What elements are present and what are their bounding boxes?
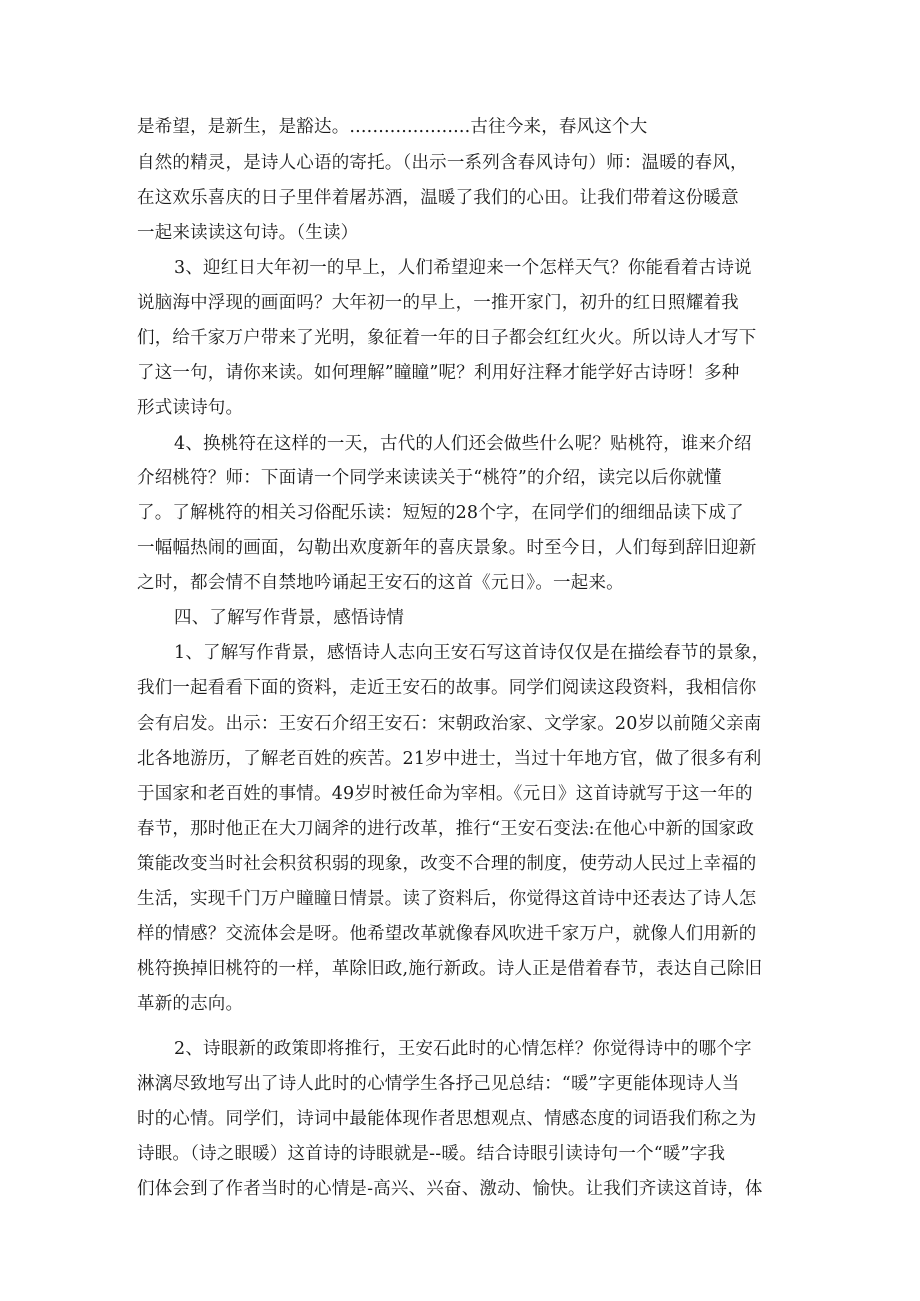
text-line: 形式读诗句。 [137,398,244,418]
text-line: 之时，都会情不自禁地吟诵起王安石的这首《元日》。一起来。 [137,573,624,593]
text-line: 一幅幅热闹的画面，勾勒出欢度新年的喜庆景象。时至今日，人们每到辞旧迎新 [137,538,757,558]
text-line: 桃符换掉旧桃符的一样，革除旧政,施行新政。诗人正是借着春节，表达自己除旧 [137,959,763,979]
text-line: 3、迎红日大年初一的早上，人们希望迎来一个怎样天气？你能看着古诗说 [174,258,752,278]
text-line: 春节，那时他正在大刀阔斧的进行改革，推行“王安石变法:在他心中新的国家政 [137,819,755,839]
section-heading: 四、了解写作背景，感悟诗情 [174,608,405,628]
text-line: 是希望，是新生，是豁达。.....................古往今来，春风这个大 [137,117,648,137]
text-line: 策能改变当时社会积贫积弱的现象，改变不合理的制度，使劳动人民过上幸福的 [137,854,757,874]
text-line: 生活，实现千门万户瞳瞳日情景。读了资料后，你觉得这首诗中还表达了诗人怎 [137,889,757,909]
text-line: 革新的志向。 [137,994,244,1014]
text-line: 在这欢乐喜庆的日子里伴着屠苏酒，温暖了我们的心田。让我们带着这份暖意 [137,188,739,208]
text-line: 们，给千家万户带来了光明，象征着一年的日子都会红红火火。所以诗人才写下 [137,328,757,348]
text-line: 淋漓尽致地写出了诗人此时的心情学生各抒己见总结：“暖”字更能体现诗人当 [137,1074,740,1094]
text-line: 说脑海中浮现的画面吗？大年初一的早上，一推开家门，初升的红日照耀着我 [137,293,739,313]
text-line: 自然的精灵，是诗人心语的寄托。（出示一系列含春风诗句）师：温暖的春风， [137,153,748,173]
text-line: 时的心情。同学们，诗词中最能体现作者思想观点、情感态度的词语我们称之为 [137,1109,757,1129]
text-line: 了。了解桃符的相关习俗配乐读：短短的28个字，在同学们的细细品读下成了 [137,503,744,523]
text-line: 于国家和老百姓的事情。49岁时被任命为宰相。《元日》这首诗就写于这一年的 [137,784,753,804]
text-line: 了这一句，请你来读。如何理解”瞳瞳”呢？利用好注释才能学好古诗呀！多种 [137,363,740,383]
text-line: 我们一起看看下面的资料，走近王安石的故事。同学们阅读这段资料，我相信你 [137,678,757,698]
text-line: 们体会到了作者当时的心情是-高兴、兴奋、激动、愉快。让我们齐读这首诗，体 [137,1179,763,1199]
text-line: 样的情感？交流体会是呀。他希望改革就像春风吹进千家万户，就像人们用新的 [137,924,757,944]
text-line: 诗眼。（诗之眼暖）这首诗的诗眼就是--暖。结合诗眼引读诗句一个“暖”字我 [137,1144,726,1164]
text-line: 4、换桃符在这样的一天，古代的人们还会做些什么呢？贴桃符，谁来介绍 [174,434,752,454]
text-line: 1、了解写作背景，感悟诗人志向王安石写这首诗仅仅是在描绘春节的景象， [174,643,770,663]
text-line: 一起来读读这句诗。（生读） [137,223,359,243]
text-line: 2、诗眼新的政策即将推行，王安石此时的心情怎样？你觉得诗中的哪个字 [174,1039,752,1059]
text-line: 会有启发。出示：王安石介绍王安石：宋朝政治家、文学家。20岁以前随父亲南 [137,714,762,734]
text-line: 北各地游历，了解老百姓的疾苦。21岁中进士，当过十年地方官，做了很多有利 [137,749,762,769]
text-line: 介绍桃符？师：下面请一个同学来读读关于“桃符”的介绍，读完以后你就懂 [137,468,722,488]
